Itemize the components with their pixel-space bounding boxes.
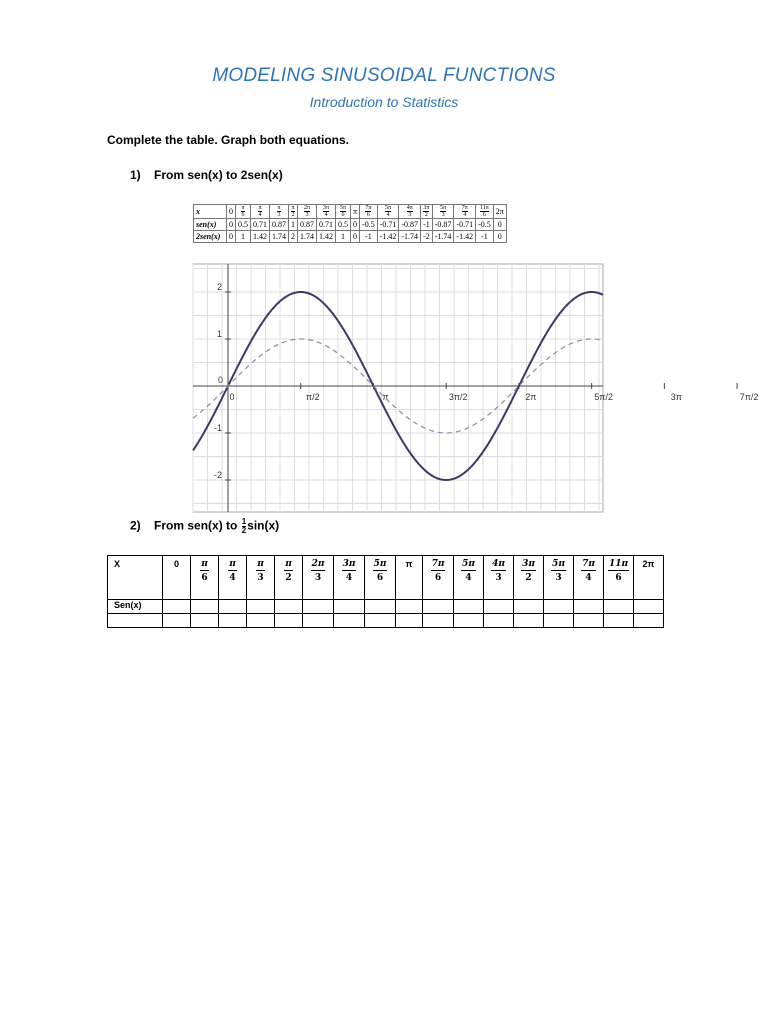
blank-table-header-cell [396, 556, 423, 600]
x-tick-label: π/2 [305, 392, 320, 402]
value-cell: 0 [351, 231, 360, 243]
value-cell: 0.87 [298, 219, 317, 231]
header-value [291, 205, 294, 218]
fraction-numerator: 1 [241, 517, 247, 526]
fraction-denominator: 3 [314, 573, 322, 583]
header-value [258, 205, 261, 218]
value-table-header-row [194, 205, 507, 219]
blank-table-header-cell [247, 556, 275, 600]
y-tick-label: -1 [213, 423, 222, 433]
blank-cell[interactable] [247, 600, 275, 614]
sine-graph [193, 264, 759, 512]
fraction-numerator: 7π [582, 559, 595, 569]
value-table-header-cell [454, 205, 476, 219]
fraction-denominator: 4 [229, 573, 236, 583]
fraction-denominator: 6 [434, 573, 442, 583]
fraction-numerator: π [277, 205, 281, 211]
blank-cell[interactable] [275, 614, 303, 628]
fraction-denominator: 4 [324, 212, 328, 218]
value-table-header-cell [336, 205, 351, 219]
header-value [608, 559, 629, 584]
y-tick-label: 2 [216, 282, 222, 292]
fraction-denominator: 4 [386, 212, 390, 218]
header-value [342, 559, 357, 584]
x-tick-label: 3π/2 [448, 392, 468, 402]
blank-table-header-cell [634, 556, 664, 600]
header-value: 2π [642, 559, 655, 569]
blank-cell[interactable] [191, 600, 219, 614]
fraction-numerator: 5π [385, 205, 392, 211]
value-cell: 0.5 [236, 219, 251, 231]
value-cell: 1.42 [317, 231, 336, 243]
header-value [373, 559, 388, 584]
value-cell: -1.42 [377, 231, 399, 243]
fraction-numerator: 2π [311, 559, 325, 569]
value-cell: -2 [421, 231, 433, 243]
value-table [193, 204, 507, 243]
value-cell: 0 [493, 231, 506, 243]
header-value: x [196, 207, 200, 216]
blank-cell[interactable] [574, 614, 604, 628]
value-cell: 0 [227, 231, 236, 243]
value-table-header-cell [421, 205, 433, 219]
x-tick-label: 0 [229, 392, 235, 402]
x-tick-label: 7π/2 [739, 392, 759, 402]
fraction-numerator: 5π [339, 205, 347, 211]
fraction-denominator: 2 [291, 212, 295, 218]
x-tick-label: 5π/2 [594, 392, 614, 402]
header-value [423, 205, 429, 218]
value-table-header-cell [377, 205, 399, 219]
fraction-numerator: π [229, 559, 236, 569]
fraction-denominator: 6 [341, 212, 345, 218]
question-2 [130, 518, 279, 535]
header-value [551, 559, 566, 584]
fraction-denominator: 6 [241, 212, 245, 218]
blank-cell[interactable] [219, 614, 247, 628]
blank-cell[interactable] [365, 614, 396, 628]
header-value [241, 205, 244, 218]
fraction-numerator: π [201, 559, 208, 569]
header-value [407, 205, 413, 218]
blank-cell[interactable] [484, 600, 514, 614]
value-cell: -1.74 [399, 231, 421, 243]
fraction-numerator: 4π [492, 559, 505, 569]
fraction-denominator: 4 [345, 573, 353, 583]
blank-table-header-cell [163, 556, 191, 600]
fraction-numerator: 11π [480, 205, 489, 211]
question-2-number: 2) [130, 518, 141, 533]
value-cell: -0.71 [454, 219, 476, 231]
blank-cell[interactable] [514, 614, 544, 628]
fraction-numerator: 7π [461, 205, 468, 211]
blank-cell[interactable] [604, 600, 634, 614]
value-cell: 1.42 [251, 231, 270, 243]
fraction-numerator: π [291, 205, 295, 211]
value-table-header-cell [251, 205, 270, 219]
blank-cell[interactable] [108, 614, 163, 628]
fraction-denominator: 6 [482, 212, 486, 218]
blank-cell[interactable] [163, 600, 191, 614]
value-cell: 0 [227, 219, 236, 231]
document-title: MODELING SINUSOIDAL FUNCTIONS [212, 65, 556, 86]
blank-table-header-cell [544, 556, 574, 600]
fraction-denominator: 4 [465, 573, 472, 583]
value-cell: -0.5 [476, 219, 494, 231]
header-value [521, 559, 536, 584]
blank-cell[interactable] [303, 614, 334, 628]
fraction-denominator: 3 [495, 573, 502, 583]
fraction-numerator: 3π [522, 559, 535, 569]
fraction-numerator: 3π [322, 205, 330, 211]
fraction-numerator: π [241, 205, 245, 211]
fraction-denominator: 3 [277, 212, 281, 218]
instructions: Complete the table. Graph both equations. [107, 133, 350, 147]
value-table-header-cell [236, 205, 251, 219]
header-value [277, 205, 280, 218]
value-cell: -1.42 [454, 231, 476, 243]
fraction-denominator: 6 [376, 573, 384, 583]
value-table-row [194, 231, 507, 243]
row-label: Sen(x) [108, 600, 163, 614]
blank-cell[interactable] [484, 614, 514, 628]
fraction-numerator: 7π [431, 559, 445, 569]
value-cell: -1 [421, 219, 433, 231]
fraction-numerator: 5π [373, 559, 387, 569]
fraction-denominator: 2 [424, 212, 428, 218]
value-table-header-cell [270, 205, 289, 219]
fraction-denominator: 2 [241, 526, 247, 535]
header-value [480, 205, 489, 218]
fraction-numerator: π [257, 559, 264, 569]
fraction-numerator: 3π [342, 559, 356, 569]
fraction-denominator: 3 [257, 573, 264, 583]
blank-cell[interactable] [544, 614, 574, 628]
value-cell: 0.5 [336, 219, 351, 231]
value-cell: -1.74 [432, 231, 454, 243]
value-cell: 0.87 [270, 219, 289, 231]
x-tick-label: π [382, 392, 389, 402]
header-value [461, 559, 476, 584]
header-value: X [114, 559, 121, 569]
blank-table-header-cell [484, 556, 514, 600]
header-value: π [353, 207, 358, 216]
fraction-numerator: π [285, 559, 292, 569]
blank-cell[interactable] [163, 614, 191, 628]
value-table-header-cell [351, 205, 360, 219]
question-1 [130, 168, 283, 182]
header-value [323, 205, 329, 218]
blank-table-header-cell [574, 556, 604, 600]
value-cell: -0.87 [399, 219, 421, 231]
value-cell: 1 [289, 219, 298, 231]
value-table-header-cell [289, 205, 298, 219]
value-cell: -0.87 [432, 219, 454, 231]
header-value [200, 559, 209, 584]
fraction-denominator: 4 [258, 212, 262, 218]
fraction-denominator: 6 [615, 573, 622, 583]
value-cell: 0.71 [317, 219, 336, 231]
header-value [304, 205, 310, 218]
fraction-numerator: 3π [423, 205, 430, 211]
blank-cell[interactable] [219, 600, 247, 614]
value-cell: 1.74 [298, 231, 317, 243]
fraction-denominator: 2 [525, 573, 532, 583]
value-table-header-cell [493, 205, 506, 219]
y-tick-label: 0 [218, 375, 224, 385]
x-tick-label: 2π [525, 392, 537, 402]
blank-cell[interactable] [396, 600, 423, 614]
value-table-header-cell [432, 205, 454, 219]
blank-table-header-cell [275, 556, 303, 600]
value-table-header-cell [194, 205, 227, 219]
value-table-header-cell [476, 205, 494, 219]
fraction-denominator: 4 [463, 212, 467, 218]
fraction-denominator: 6 [366, 212, 370, 218]
blank-cell[interactable] [303, 600, 334, 614]
blank-cell[interactable] [275, 600, 303, 614]
fraction-numerator: 5π [552, 559, 565, 569]
value-table-row [194, 219, 507, 231]
value-table-header-cell [298, 205, 317, 219]
blank-cell[interactable] [365, 600, 396, 614]
header-value [340, 205, 346, 218]
question-1-text: From sen(x) to 2sen(x) [154, 168, 283, 182]
blank-table-header-cell [108, 556, 163, 600]
header-value [365, 205, 371, 218]
header-value [311, 559, 326, 584]
blank-table-row [108, 614, 664, 628]
blank-cell[interactable] [334, 614, 365, 628]
row-label: sen(x) [194, 219, 227, 231]
header-value [385, 205, 391, 218]
fraction-denominator: 3 [555, 573, 562, 583]
value-table-header-cell [399, 205, 421, 219]
blank-table-header-cell [219, 556, 247, 600]
x-tick-label: 3π [670, 392, 682, 402]
fraction-denominator: 3 [408, 212, 412, 218]
fraction-denominator: 3 [305, 212, 309, 218]
value-cell: 0.71 [251, 219, 270, 231]
blank-cell[interactable] [514, 600, 544, 614]
header-value: 0 [229, 207, 233, 216]
fraction-numerator: 4π [406, 205, 413, 211]
question-2-text: From sen(x) to [154, 518, 238, 533]
blank-cell[interactable] [454, 600, 484, 614]
fraction-numerator: 5π [440, 205, 447, 211]
fraction-numerator: π [258, 205, 262, 211]
blank-table-header-cell [365, 556, 396, 600]
header-value [581, 559, 596, 584]
blank-table [107, 555, 664, 628]
header-value [440, 205, 446, 218]
header-value: 0 [173, 559, 179, 569]
value-cell: 0 [493, 219, 506, 231]
blank-cell[interactable] [634, 600, 664, 614]
header-value [491, 559, 506, 584]
sine-figure [193, 202, 759, 512]
fraction-denominator: 3 [441, 212, 445, 218]
blank-cell[interactable] [454, 614, 484, 628]
header-value: 2π [495, 207, 504, 216]
row-label: 2sen(x) [194, 231, 227, 243]
blank-table-header-cell [303, 556, 334, 600]
value-cell: 2 [289, 231, 298, 243]
value-cell: -1 [360, 231, 378, 243]
blank-table-row [108, 600, 664, 614]
value-cell: 0 [351, 219, 360, 231]
one-half-fraction [242, 518, 246, 535]
fraction-numerator: 7π [365, 205, 372, 211]
fraction-denominator: 4 [585, 573, 592, 583]
blank-table-header-cell [423, 556, 454, 600]
blank-cell[interactable] [334, 600, 365, 614]
value-table-header-cell [227, 205, 236, 219]
blank-cell[interactable] [247, 614, 275, 628]
blank-table-header-cell [514, 556, 544, 600]
question-2-function: sin(x) [247, 518, 280, 533]
y-tick-label: 1 [216, 329, 222, 339]
value-cell: -0.5 [360, 219, 378, 231]
blank-table-header-row [108, 556, 664, 600]
header-value [431, 559, 446, 584]
blank-table-header-cell [334, 556, 365, 600]
blank-cell[interactable] [544, 600, 574, 614]
header-value [228, 559, 237, 584]
header-value [284, 559, 293, 584]
value-cell: 1.74 [270, 231, 289, 243]
y-tick-label: -2 [213, 470, 222, 480]
blank-cell[interactable] [574, 600, 604, 614]
value-table-header-cell [317, 205, 336, 219]
fraction-denominator: 2 [285, 573, 292, 583]
blank-cell[interactable] [396, 614, 423, 628]
fraction-numerator: 2π [303, 205, 311, 211]
value-cell: -1 [476, 231, 494, 243]
blank-table-header-cell [454, 556, 484, 600]
blank-cell[interactable] [604, 614, 634, 628]
blank-table-header-cell [191, 556, 219, 600]
blank-cell[interactable] [634, 614, 664, 628]
header-value [256, 559, 265, 584]
value-cell: 1 [236, 231, 251, 243]
blank-table-header-cell [604, 556, 634, 600]
document-subtitle: Introduction to Statistics [309, 94, 459, 110]
header-value [462, 205, 468, 218]
blank-cell[interactable] [191, 614, 219, 628]
value-cell: 1 [336, 231, 351, 243]
value-table-header-cell [360, 205, 378, 219]
fraction-denominator: 6 [201, 573, 208, 583]
fraction-numerator: 11π [608, 559, 629, 569]
header-value: π [405, 559, 413, 569]
fraction-numerator: 5π [462, 559, 475, 569]
question-1-number: 1) [130, 168, 141, 182]
value-cell: -0.71 [377, 219, 399, 231]
blank-cell[interactable] [423, 600, 454, 614]
blank-cell[interactable] [423, 614, 454, 628]
